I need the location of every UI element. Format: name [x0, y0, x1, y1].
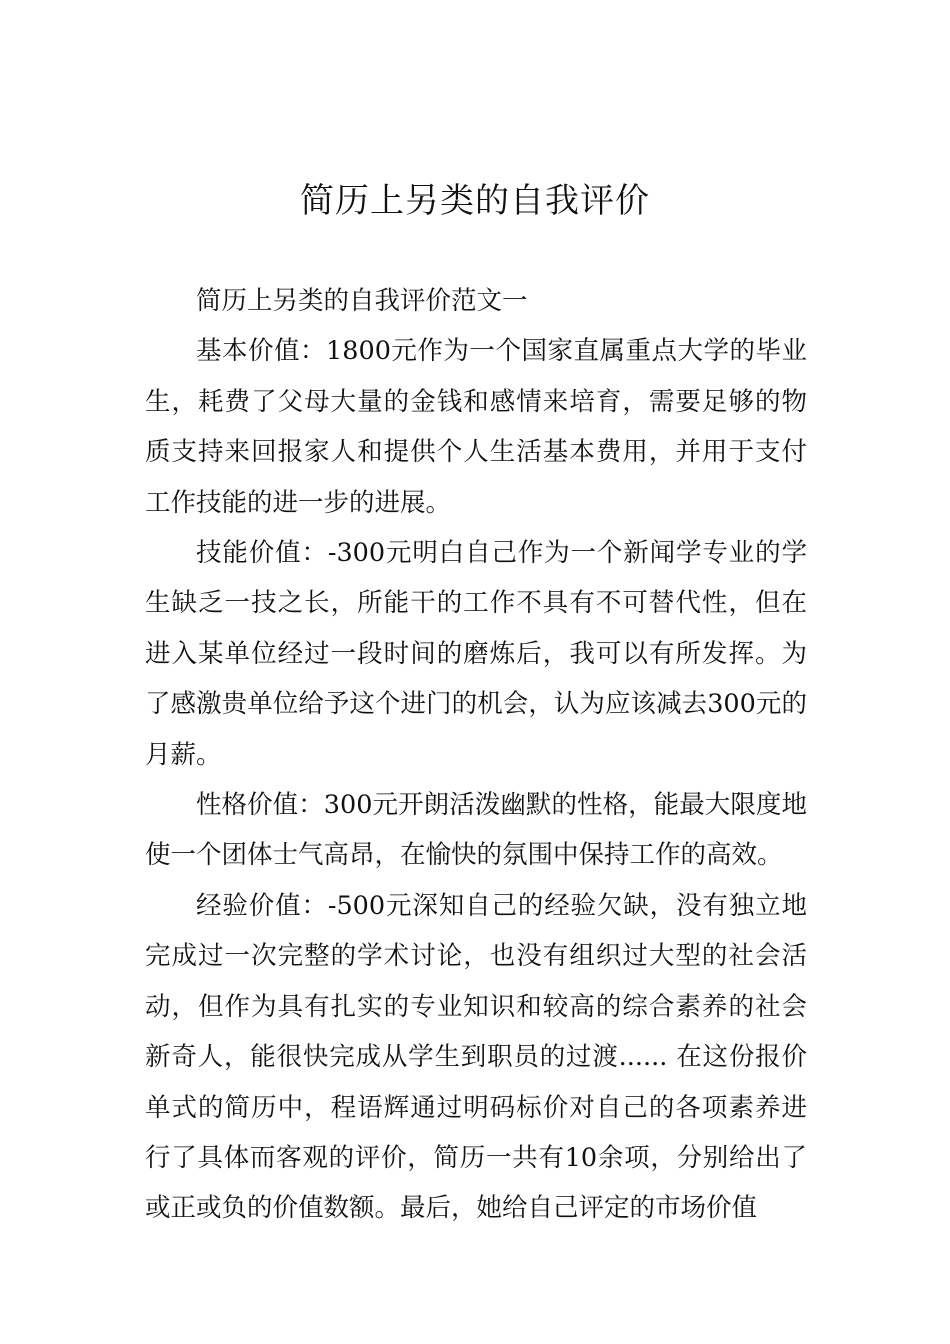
- paragraph-personality-value: 性格价值：300元开朗活泼幽默的性格，能最大限度地使一个团体士气高昂，在愉快的氛围中保持工作的高效。: [145, 790, 807, 871]
- paragraph-skill-value: 技能价值：-300元明白自己作为一个新闻学专业的学生缺乏一技之长，所能干的工作不具有不可替代性，但在进入某单位经过一段时间的磨炼后，我可以有所发挥。为了感激贵单位给予这个进门的机会，认为应该减去300元的月薪。: [145, 538, 807, 770]
- document-title: 简历上另类的自我评价: [300, 181, 650, 221]
- paragraph-subheading: 简历上另类的自我评价范文一: [196, 286, 528, 316]
- paragraph-basic-value: 基本价值：1800元作为一个国家直属重点大学的毕业生，耗费了父母大量的金钱和感情来培育，需要足够的物质支持来回报家人和提供个人生活基本费用，并用于支付工作技能的进一步的进展。: [145, 336, 807, 518]
- paragraph-experience-value: 经验价值：-500元深知自己的经验欠缺，没有独立地完成过一次完整的学术讨论，也没有组织过大型的社会活动，但作为具有扎实的专业知识和较高的综合素养的社会新奇人，能很快完成从学生到职员的过渡...... 在这份报价单式的简历中，程语辉通过明码标价对自己的各项素养进行了具体而客观的评价，简历一共有10余项，分别给出了或正或负的价值数额。最后，她给自己评定的市场价值: [145, 890, 807, 1224]
- document-body: [145, 276, 807, 1234]
